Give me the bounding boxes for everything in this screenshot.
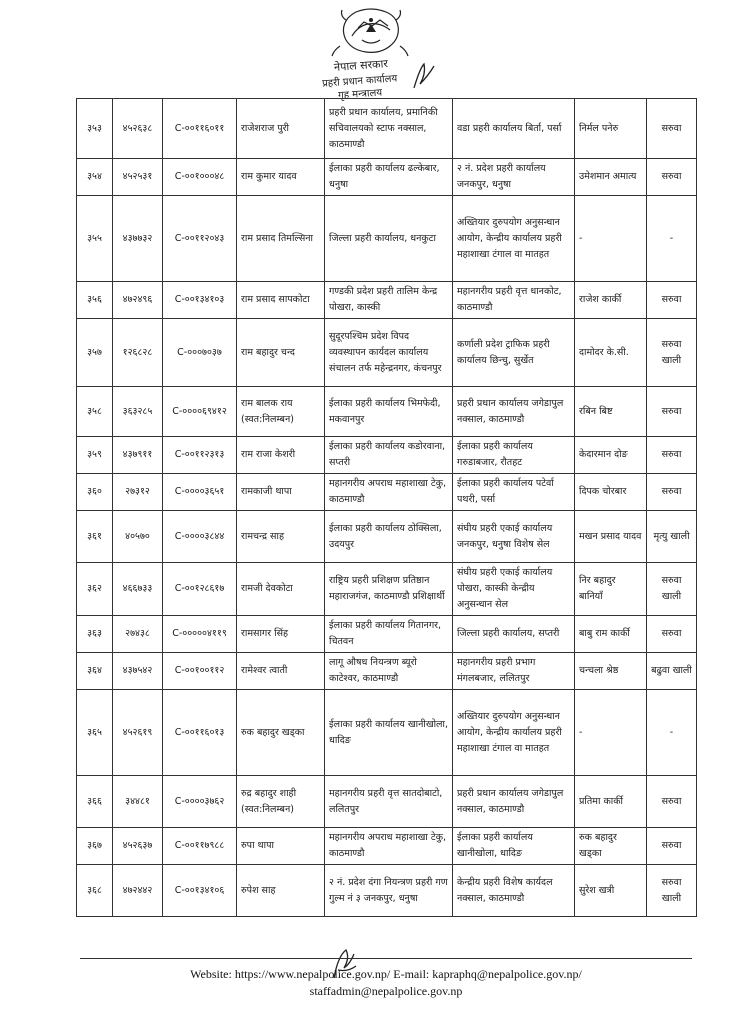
- employee-id-cell: ४३७७३२: [113, 196, 163, 282]
- current-office-cell: ईलाका प्रहरी कार्यालय ठोक्सिला, उदयपुर: [325, 511, 453, 563]
- seal-caption-3: गृह मन्त्रालय: [337, 87, 383, 102]
- new-office-cell: संघीय प्रहरी एकाई कार्यालय जनकपुर, धनुषा विशेष सेल: [453, 511, 575, 563]
- table-row: [77, 437, 697, 474]
- replacement-name-cell: बाबु राम कार्की: [575, 616, 647, 653]
- new-office-cell: जिल्ला प्रहरी कार्यालय, सप्तरी: [453, 616, 575, 653]
- employee-name-cell: राम बहादुर चन्द: [237, 319, 325, 387]
- employee-id-cell: ३६३२८५: [113, 387, 163, 437]
- table-row: [77, 99, 697, 159]
- seal-caption-1: नेपाल सरकार: [333, 57, 389, 74]
- serial-number-cell: ३५७: [77, 319, 113, 387]
- table-row: [77, 828, 697, 865]
- footer-website-email: Website: https://www.nepalpolice.gov.np/ E-mail: kapraphq@nepalpolice.gov.np/: [190, 967, 582, 981]
- table-row: [77, 319, 697, 387]
- remark-cell: सरुवा खाली: [647, 865, 697, 917]
- new-office-cell: प्रहरी प्रधान कार्यालय जगेडापुल नक्साल, काठमाण्डौ: [453, 387, 575, 437]
- new-office-cell: ईलाका प्रहरी कार्यालय पटेर्वा पथरी, पर्सा: [453, 474, 575, 511]
- current-office-cell: महानगरीय अपराध महाशाखा टेकु, काठमाण्डौ: [325, 828, 453, 865]
- current-office-cell: गण्डकी प्रदेश प्रहरी तालिम केन्द्र पोखरा, कास्की: [325, 282, 453, 319]
- code-number-cell: C-००१३४१०६: [163, 865, 237, 917]
- remark-cell: मृत्यु खाली: [647, 511, 697, 563]
- employee-name-cell: राम बालक राय (स्वत:निलम्बन): [237, 387, 325, 437]
- remark-cell: सरुवा: [647, 99, 697, 159]
- code-number-cell: C-०००७०३७: [163, 319, 237, 387]
- serial-number-cell: ३५६: [77, 282, 113, 319]
- page-footer: [80, 966, 692, 1000]
- employee-name-cell: रुक बहादुर खड्का: [237, 690, 325, 776]
- serial-number-cell: ३६५: [77, 690, 113, 776]
- table-row: [77, 653, 697, 690]
- remark-cell: सरुवा: [647, 474, 697, 511]
- replacement-name-cell: -: [575, 690, 647, 776]
- serial-number-cell: ३५४: [77, 159, 113, 196]
- employee-id-cell: ४७२४९६: [113, 282, 163, 319]
- employee-id-cell: ४५२६३७: [113, 828, 163, 865]
- employee-name-cell: राजेशराज पुरी: [237, 99, 325, 159]
- employee-name-cell: रुद्र बहादुर शाही (स्वत:निलम्बन): [237, 776, 325, 828]
- serial-number-cell: ३५८: [77, 387, 113, 437]
- employee-name-cell: रुपा थापा: [237, 828, 325, 865]
- code-number-cell: C-००११६०१३: [163, 690, 237, 776]
- replacement-name-cell: प्रतिमा कार्की: [575, 776, 647, 828]
- current-office-cell: जिल्ला प्रहरी कार्यालय, धनकुटा: [325, 196, 453, 282]
- footer-divider: [80, 958, 692, 959]
- code-number-cell: C-००००३८४४: [163, 511, 237, 563]
- current-office-cell: प्रहरी प्रधान कार्यालय, प्रमानिकी सचिवालयको स्टाफ नक्साल, काठमाण्डौ: [325, 99, 453, 159]
- current-office-cell: राष्ट्रिय प्रहरी प्रशिक्षण प्रतिष्ठान महाराजगंज, काठमाण्डौ प्रशिक्षार्थी: [325, 563, 453, 616]
- replacement-name-cell: रबिन बिष्ट: [575, 387, 647, 437]
- table-row: [77, 690, 697, 776]
- replacement-name-cell: निर बहादुर बानियाँ: [575, 563, 647, 616]
- employee-name-cell: रामकाजी थापा: [237, 474, 325, 511]
- serial-number-cell: ३६३: [77, 616, 113, 653]
- current-office-cell: ईलाका प्रहरी कार्यालय भिमफेदी, मकवानपुर: [325, 387, 453, 437]
- table-row: [77, 387, 697, 437]
- employee-id-cell: ४७२४४२: [113, 865, 163, 917]
- new-office-cell: महानगरीय प्रहरी प्रभाग मंगलबजार, ललितपुर: [453, 653, 575, 690]
- table-row: [77, 776, 697, 828]
- employee-name-cell: राम प्रसाद सापकोटा: [237, 282, 325, 319]
- employee-id-cell: ४३७९११: [113, 437, 163, 474]
- serial-number-cell: ३६७: [77, 828, 113, 865]
- remark-cell: सरुवा: [647, 159, 697, 196]
- table-body: [77, 99, 697, 917]
- table-row: [77, 474, 697, 511]
- current-office-cell: महानगरीय अपराध महाशाखा टेकु, काठमाण्डौ: [325, 474, 453, 511]
- remark-cell: -: [647, 196, 697, 282]
- new-office-cell: वडा प्रहरी कार्यालय बिर्ता, पर्सा: [453, 99, 575, 159]
- employee-name-cell: रामसागर सिंह: [237, 616, 325, 653]
- employee-name-cell: राम कुमार यादव: [237, 159, 325, 196]
- new-office-cell: केन्द्रीय प्रहरी विशेष कार्यदल नक्साल, काठमाण्डौ: [453, 865, 575, 917]
- code-number-cell: C-००११७९८८: [163, 828, 237, 865]
- new-office-cell: अख्तियार दुरुपयोग अनुसन्धान आयोग, केन्द्रीय कार्यालय प्रहरी महाशाखा टंगाल वा मातहत: [453, 690, 575, 776]
- employee-id-cell: ३४४८१: [113, 776, 163, 828]
- remark-cell: सरुवा: [647, 387, 697, 437]
- code-number-cell: C-००००३६५१: [163, 474, 237, 511]
- serial-number-cell: ३६१: [77, 511, 113, 563]
- current-office-cell: महानगरीय प्रहरी वृत्त सातदोबाटो, ललितपुर: [325, 776, 453, 828]
- remark-cell: बढुवा खाली: [647, 653, 697, 690]
- replacement-name-cell: दामोदर के.सी.: [575, 319, 647, 387]
- signature-mark-top: [410, 58, 438, 94]
- code-number-cell: C-०००००४११९: [163, 616, 237, 653]
- remark-cell: सरुवा: [647, 828, 697, 865]
- table-row: [77, 196, 697, 282]
- new-office-cell: कर्णाली प्रदेश ट्राफिक प्रहरी कार्यालय छिन्चु, सुर्खेत: [453, 319, 575, 387]
- serial-number-cell: ३५५: [77, 196, 113, 282]
- replacement-name-cell: रुक बहादुर खड्का: [575, 828, 647, 865]
- code-number-cell: C-००१०००४८: [163, 159, 237, 196]
- new-office-cell: संघीय प्रहरी एकाई कार्यालय पोखरा, कास्की केन्द्रीय अनुसन्धान सेल: [453, 563, 575, 616]
- employee-name-cell: राम प्रसाद तिमल्सिना: [237, 196, 325, 282]
- remark-cell: सरुवा: [647, 282, 697, 319]
- serial-number-cell: ३६८: [77, 865, 113, 917]
- replacement-name-cell: मखन प्रसाद यादव: [575, 511, 647, 563]
- serial-number-cell: ३५३: [77, 99, 113, 159]
- code-number-cell: C-००११२३१३: [163, 437, 237, 474]
- current-office-cell: लागू औषध नियन्त्रण ब्यूरो काटेश्वर, काठमाण्डौ: [325, 653, 453, 690]
- serial-number-cell: ३६०: [77, 474, 113, 511]
- replacement-name-cell: राजेश कार्की: [575, 282, 647, 319]
- code-number-cell: C-००१२८६१७: [163, 563, 237, 616]
- code-number-cell: C-००००६९४१२: [163, 387, 237, 437]
- current-office-cell: २ नं. प्रदेश दंगा नियन्त्रण प्रहरी गण गुल्म नं ३ जनकपुर, धनुषा: [325, 865, 453, 917]
- serial-number-cell: ३६४: [77, 653, 113, 690]
- personnel-transfer-table: [76, 98, 697, 917]
- code-number-cell: C-००१३४१०३: [163, 282, 237, 319]
- current-office-cell: ईलाका प्रहरी कार्यालय गितानगर, चितवन: [325, 616, 453, 653]
- new-office-cell: ईलाका प्रहरी कार्यालय गरुडाबजार, रौतहट: [453, 437, 575, 474]
- current-office-cell: सुदूरपश्चिम प्रदेश विपद व्यवस्थापन कार्यदल कार्यालय संचालन तर्फ महेन्द्रनगर, कंचनपुर: [325, 319, 453, 387]
- employee-id-cell: ४०५७०: [113, 511, 163, 563]
- employee-id-cell: २७४३८: [113, 616, 163, 653]
- code-number-cell: C-००००३७६२: [163, 776, 237, 828]
- remark-cell: -: [647, 690, 697, 776]
- employee-id-cell: २७३१२: [113, 474, 163, 511]
- employee-id-cell: ४५२६३८: [113, 99, 163, 159]
- table-row: [77, 511, 697, 563]
- remark-cell: सरुवा खाली: [647, 563, 697, 616]
- table-row: [77, 282, 697, 319]
- code-number-cell: C-००१००११२: [163, 653, 237, 690]
- table-row: [77, 563, 697, 616]
- employee-id-cell: ४५२६१९: [113, 690, 163, 776]
- seal-caption-2: प्रहरी प्रधान कार्यालय: [321, 73, 398, 90]
- remark-cell: सरुवा खाली: [647, 319, 697, 387]
- employee-id-cell: ४५२५३१: [113, 159, 163, 196]
- remark-cell: सरुवा: [647, 776, 697, 828]
- replacement-name-cell: उमेशमान अमात्य: [575, 159, 647, 196]
- serial-number-cell: ३५९: [77, 437, 113, 474]
- replacement-name-cell: सुरेश खत्री: [575, 865, 647, 917]
- remark-cell: सरुवा: [647, 437, 697, 474]
- employee-name-cell: राम राजा केशरी: [237, 437, 325, 474]
- current-office-cell: ईलाका प्रहरी कार्यालय ढल्केबार, धनुषा: [325, 159, 453, 196]
- employee-id-cell: ४३७५४२: [113, 653, 163, 690]
- serial-number-cell: ३६६: [77, 776, 113, 828]
- new-office-cell: २ नं. प्रदेश प्रहरी कार्यालय जनकपुर, धनुषा: [453, 159, 575, 196]
- new-office-cell: ईलाका प्रहरी कार्यालय खानीखोला, धादिङ: [453, 828, 575, 865]
- employee-id-cell: ४६६७३३: [113, 563, 163, 616]
- replacement-name-cell: चन्चला श्रेष्ठ: [575, 653, 647, 690]
- employee-name-cell: रुपेश साह: [237, 865, 325, 917]
- code-number-cell: C-००११६०११: [163, 99, 237, 159]
- employee-id-cell: १२६८२८: [113, 319, 163, 387]
- table-row: [77, 865, 697, 917]
- serial-number-cell: ३६२: [77, 563, 113, 616]
- table-row: [77, 159, 697, 196]
- code-number-cell: C-००११२०४३: [163, 196, 237, 282]
- employee-name-cell: रामेश्वर त्वाती: [237, 653, 325, 690]
- replacement-name-cell: केदारमान दोङ: [575, 437, 647, 474]
- table-row: [77, 616, 697, 653]
- new-office-cell: महानगरीय प्रहरी वृत्त धानकोट, काठमाण्डौ: [453, 282, 575, 319]
- remark-cell: सरुवा: [647, 616, 697, 653]
- employee-name-cell: रामजी देवकोटा: [237, 563, 325, 616]
- replacement-name-cell: -: [575, 196, 647, 282]
- current-office-cell: ईलाका प्रहरी कार्यालय कडोरवाना, सप्तरी: [325, 437, 453, 474]
- new-office-cell: अख्तियार दुरुपयोग अनुसन्धान आयोग, केन्द्रीय कार्यालय प्रहरी महाशाखा टंगाल वा मातहत: [453, 196, 575, 282]
- employee-name-cell: रामचन्द्र साह: [237, 511, 325, 563]
- new-office-cell: प्रहरी प्रधान कार्यालय जगेडापुल नक्साल, काठमाण्डौ: [453, 776, 575, 828]
- current-office-cell: ईलाका प्रहरी कार्यालय खानीखोला, धादिङ: [325, 690, 453, 776]
- replacement-name-cell: दिपक चोरबार: [575, 474, 647, 511]
- replacement-name-cell: निर्मल पनेरु: [575, 99, 647, 159]
- footer-staffadmin-email: staffadmin@nepalpolice.gov.np: [309, 984, 463, 998]
